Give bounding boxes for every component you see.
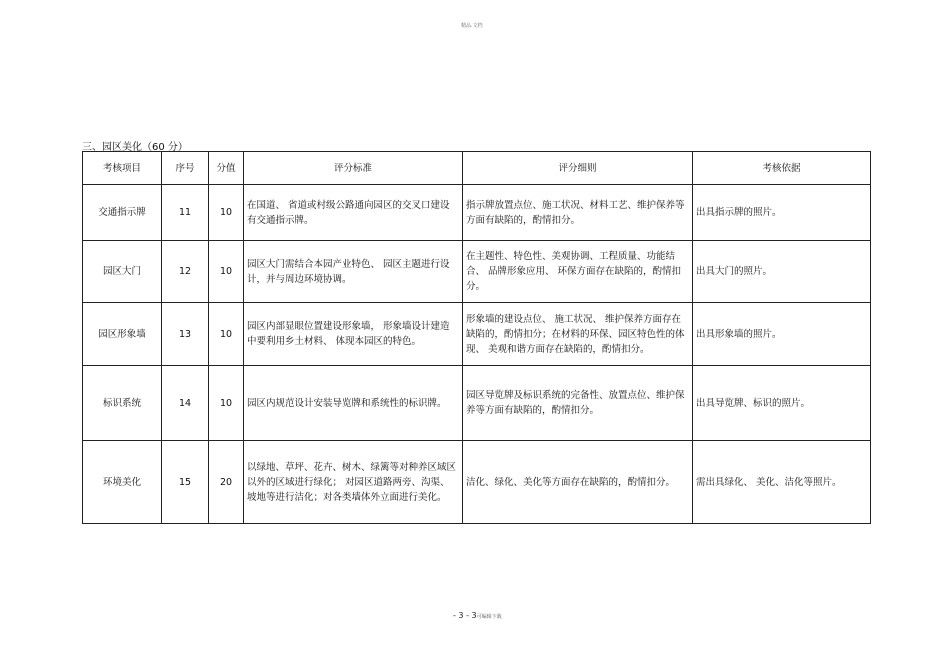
header-item: 考核项目 (83, 152, 162, 185)
table-row (83, 366, 871, 441)
cell-basis: 出具大门的照片。 (693, 241, 871, 303)
cell-standard: 园区内部显眼位置建设形象墙， 形象墙设计建造中要利用乡土材料、 体现本园区的特色。 (244, 303, 463, 366)
page-footer (453, 611, 502, 620)
table-row (83, 241, 871, 303)
header-number: 序号 (162, 152, 209, 185)
cell-detail: 形象墙的建设点位、 施工状况、 维护保养方面存在缺陷的，酌情扣分；在材料的环保、园区特色性的体现、 美观和谐方面存在缺陷的，酌情扣分。 (463, 303, 693, 366)
table-row (83, 185, 871, 241)
cell-number: 15 (162, 441, 209, 524)
table-row (83, 441, 871, 524)
cell-detail: 洁化、绿化、美化等方面存在缺陷的，酌情扣分。 (463, 441, 693, 524)
cell-standard: 园区内规范设计安装导览牌和系统性的标识牌。 (244, 366, 463, 441)
cell-detail: 指示牌放置点位、施工状况、材料工艺、维护保养等方面有缺陷的，酌情扣分。 (463, 185, 693, 241)
cell-basis: 出具指示牌的照片。 (693, 185, 871, 241)
page-number: - 3 - 3 (453, 611, 477, 620)
cell-item: 园区大门 (83, 241, 162, 303)
cell-basis: 出具形象墙的照片。 (693, 303, 871, 366)
header-watermark: 精品.文档 (461, 23, 483, 29)
table-row (83, 303, 871, 366)
section-title: 三、园区美化（60 分） (82, 142, 188, 153)
scoring-table (82, 151, 871, 524)
table-header-row (83, 152, 871, 185)
header-score: 分值 (209, 152, 244, 185)
cell-standard: 园区大门需结合本园产业特色、 园区主题进行设计，并与周边环境协调。 (244, 241, 463, 303)
cell-item: 环境美化 (83, 441, 162, 524)
cell-number: 13 (162, 303, 209, 366)
header-basis: 考核依据 (693, 152, 871, 185)
cell-score: 10 (209, 366, 244, 441)
cell-item: 园区形象墙 (83, 303, 162, 366)
header-detail: 评分细则 (463, 152, 693, 185)
header-standard: 评分标准 (244, 152, 463, 185)
cell-item: 交通指示牌 (83, 185, 162, 241)
cell-score: 20 (209, 441, 244, 524)
footer-note: 可编辑下载 (476, 614, 502, 620)
cell-standard: 在国道、 省道或村级公路通向园区的交叉口建设有交通指示牌。 (244, 185, 463, 241)
cell-basis: 需出具绿化、 美化、洁化等照片。 (693, 441, 871, 524)
cell-score: 10 (209, 241, 244, 303)
cell-detail: 在主题性、特色性、美观协调、工程质量、功能结合、 品牌形象应用、 环保方面存在缺陷的，酌情扣分。 (463, 241, 693, 303)
cell-score: 10 (209, 185, 244, 241)
cell-standard: 以绿地、草坪、花卉、树木、绿篱等对种养区域区以外的区域进行绿化； 对园区道路两旁、沟渠、坡地等进行洁化；对各类墙体外立面进行美化。 (244, 441, 463, 524)
cell-basis: 出具导览牌、标识的照片。 (693, 366, 871, 441)
cell-score: 10 (209, 303, 244, 366)
cell-item: 标识系统 (83, 366, 162, 441)
cell-detail: 园区导览牌及标识系统的完备性、放置点位、维护保养等方面有缺陷的，酌情扣分。 (463, 366, 693, 441)
cell-number: 14 (162, 366, 209, 441)
cell-number: 11 (162, 185, 209, 241)
cell-number: 12 (162, 241, 209, 303)
